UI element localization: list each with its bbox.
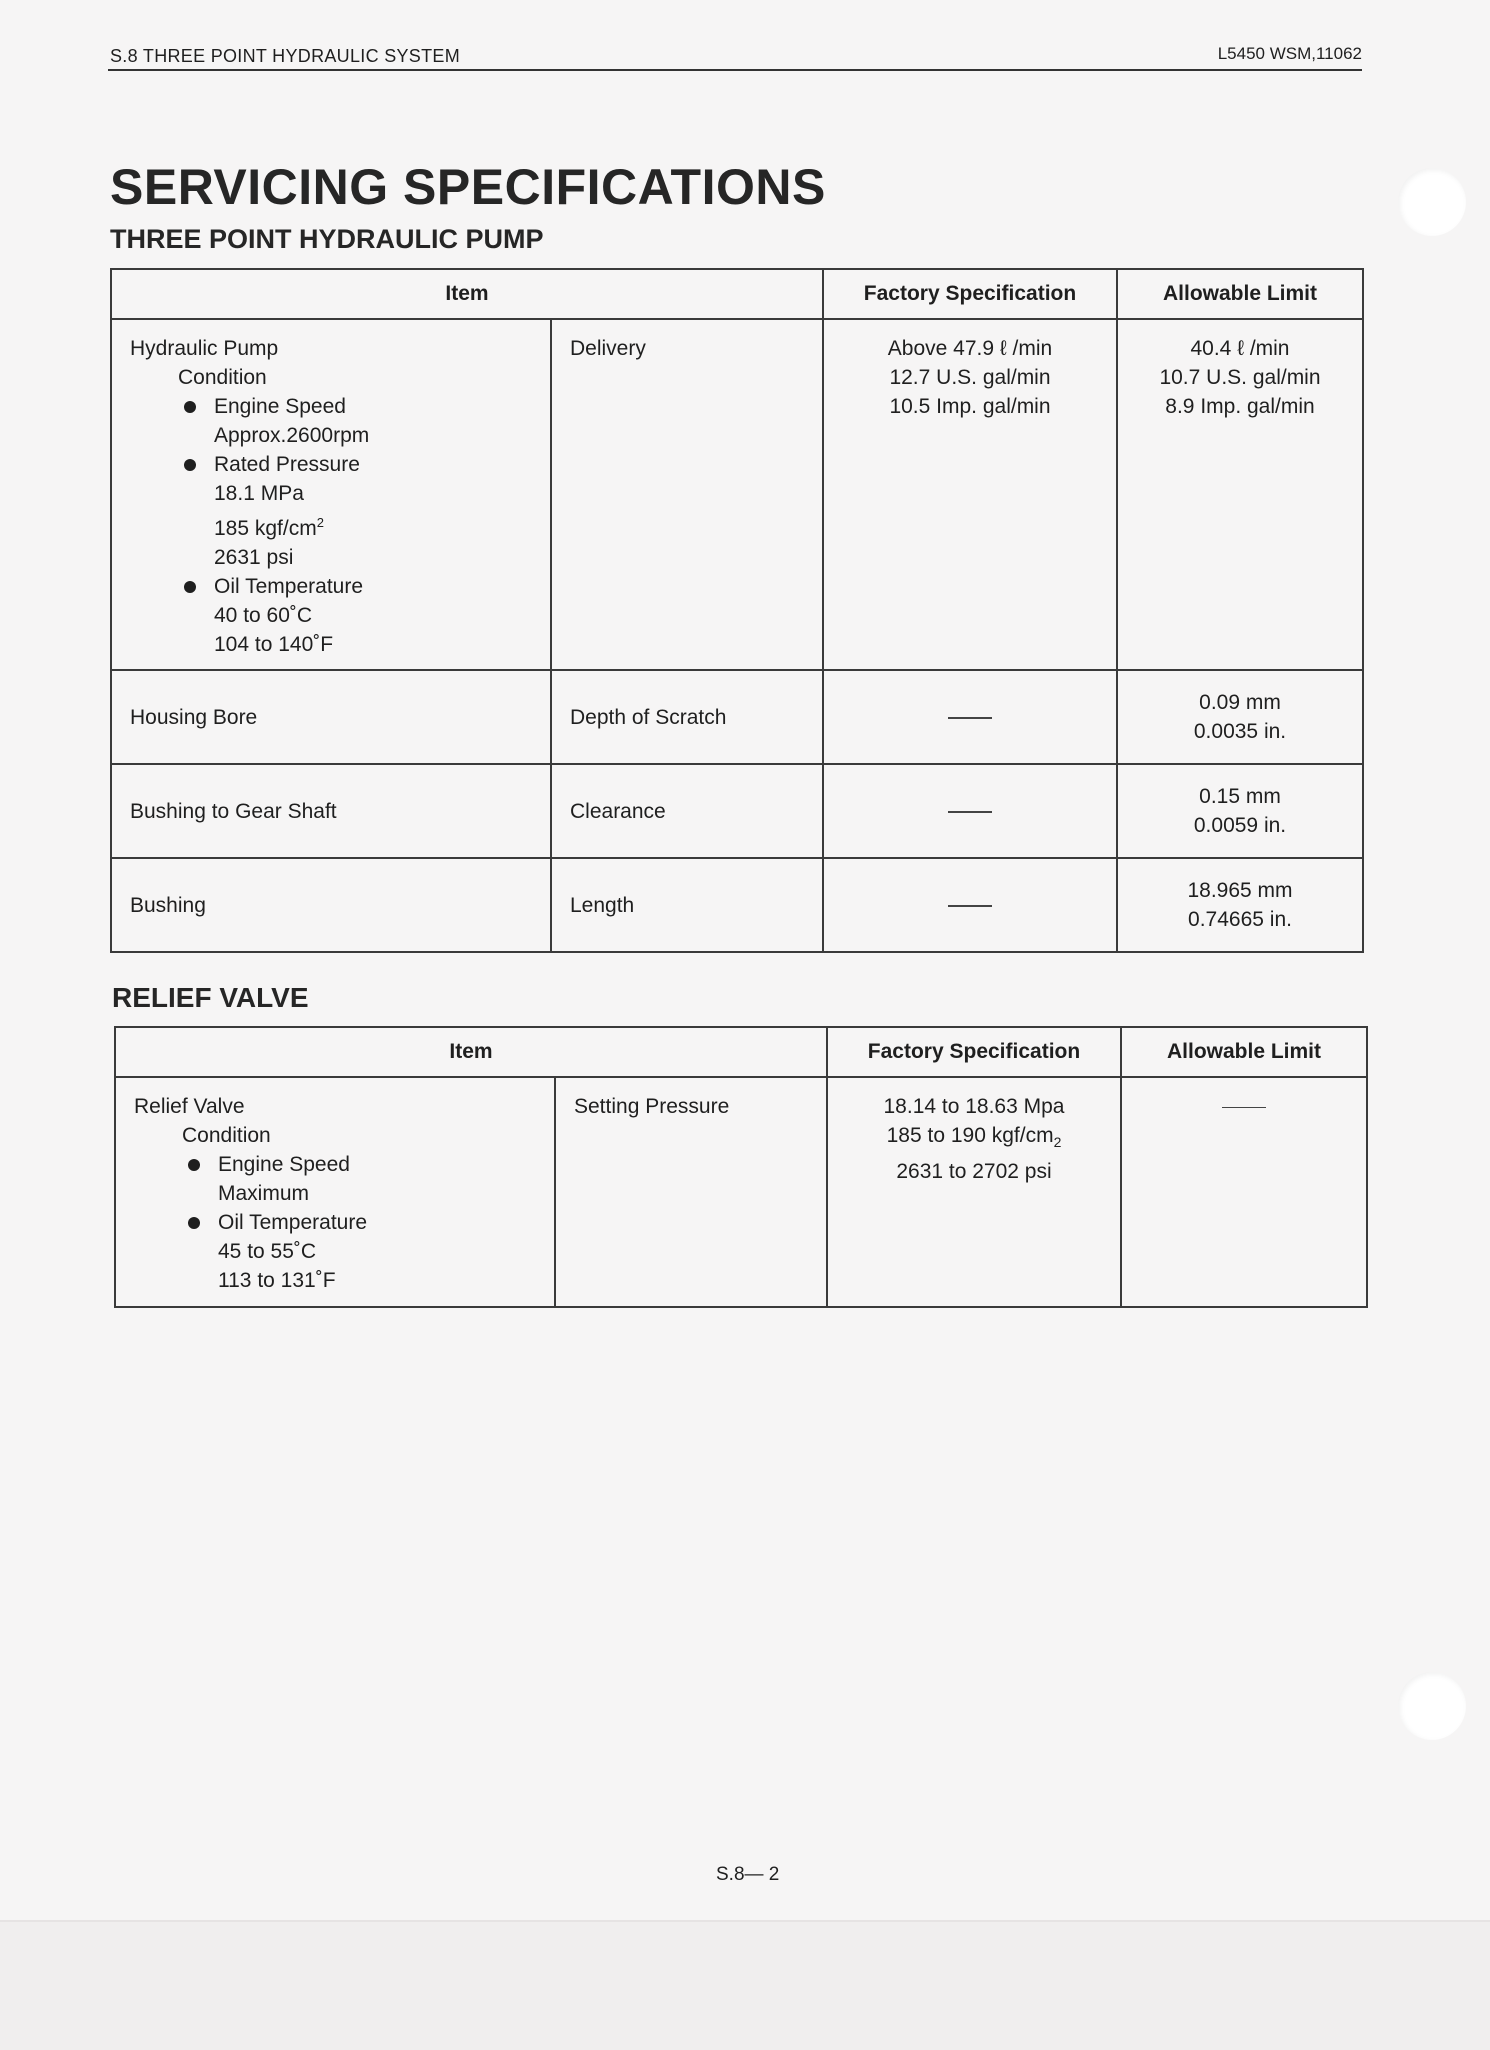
binder-hole-top bbox=[1398, 168, 1466, 236]
pump-table-header bbox=[111, 269, 1363, 319]
measure-cell: Depth of Scratch bbox=[551, 670, 823, 764]
item-cell: Hydraulic Pump Condition Engine Speed Approx.2600rpm Rated Pressure 18.1 MPa 185 kgf/$cm^2$ 2631 psi Oil Temperature 40 to 60˚C 104 to 140˚F bbox=[111, 319, 551, 670]
pump-section-heading: THREE POINT HYDRAULIC PUMP bbox=[110, 224, 544, 254]
factory-cell bbox=[823, 858, 1117, 952]
bullet-item: Oil Temperature bbox=[134, 1208, 536, 1237]
bullet-item: Engine Speed bbox=[130, 392, 532, 421]
relief-table-header bbox=[115, 1027, 1367, 1077]
item-cell: Housing Bore bbox=[111, 670, 551, 764]
relief-section-heading: RELIEF VALVE bbox=[112, 982, 309, 1013]
col-item: Item bbox=[115, 1027, 827, 1077]
limit-cell: 40.4 ℓ /min 10.7 U.S. gal/min 8.9 Imp. gal/min bbox=[1117, 319, 1363, 670]
page-title: SERVICING SPECIFICATIONS bbox=[110, 159, 826, 215]
header-section: S.8 THREE POINT HYDRAULIC SYSTEM bbox=[110, 46, 461, 66]
factory-cell bbox=[823, 670, 1117, 764]
limit-cell: 18.965 mm 0.74665 in. bbox=[1117, 858, 1363, 952]
header-rule bbox=[108, 69, 1362, 71]
table-row bbox=[111, 764, 1363, 858]
item-cell: Relief Valve Condition Engine Speed Maximum Oil Temperature 45 to 55˚C 113 to 131˚F bbox=[115, 1077, 555, 1307]
factory-cell: 18.14 to 18.63 Mpa 185 to 190 kgf/$cm_2$ 2631 to 2702 psi bbox=[827, 1077, 1121, 1307]
empty-dash bbox=[948, 811, 992, 813]
col-limit: Allowable Limit bbox=[1117, 269, 1363, 319]
empty-dash bbox=[1222, 1107, 1266, 1109]
empty-dash bbox=[948, 717, 992, 719]
measure-cell: Setting Pressure bbox=[555, 1077, 827, 1307]
table-row bbox=[111, 319, 1363, 670]
col-limit: Allowable Limit bbox=[1121, 1027, 1367, 1077]
col-factory: Factory Specification bbox=[827, 1027, 1121, 1077]
limit-cell: 0.09 mm 0.0035 in. bbox=[1117, 670, 1363, 764]
page-margin-bottom bbox=[0, 1920, 1490, 2050]
col-item: Item bbox=[111, 269, 823, 319]
page-number: S.8— 2 bbox=[716, 1864, 780, 1885]
measure-cell: Clearance bbox=[551, 764, 823, 858]
item-cell: Bushing bbox=[111, 858, 551, 952]
limit-cell: 0.15 mm 0.0059 in. bbox=[1117, 764, 1363, 858]
table-row bbox=[111, 858, 1363, 952]
limit-cell bbox=[1121, 1077, 1367, 1307]
bullet-item: Rated Pressure bbox=[130, 450, 532, 479]
table-row bbox=[111, 670, 1363, 764]
col-factory: Factory Specification bbox=[823, 269, 1117, 319]
relief-spec-table bbox=[114, 1026, 1368, 1308]
measure-cell: Delivery bbox=[551, 319, 823, 670]
table-row bbox=[115, 1077, 1367, 1307]
binder-hole-bottom bbox=[1398, 1672, 1466, 1740]
factory-cell bbox=[823, 764, 1117, 858]
bullet-item: Oil Temperature bbox=[130, 572, 532, 601]
measure-cell: Length bbox=[551, 858, 823, 952]
empty-dash bbox=[948, 905, 992, 907]
header-code: L5450 WSM,11062 bbox=[1217, 44, 1362, 63]
bullet-item: Engine Speed bbox=[134, 1150, 536, 1179]
pump-spec-table bbox=[110, 268, 1364, 953]
item-cell: Bushing to Gear Shaft bbox=[111, 764, 551, 858]
factory-cell: Above 47.9 ℓ /min 12.7 U.S. gal/min 10.5 Imp. gal/min bbox=[823, 319, 1117, 670]
